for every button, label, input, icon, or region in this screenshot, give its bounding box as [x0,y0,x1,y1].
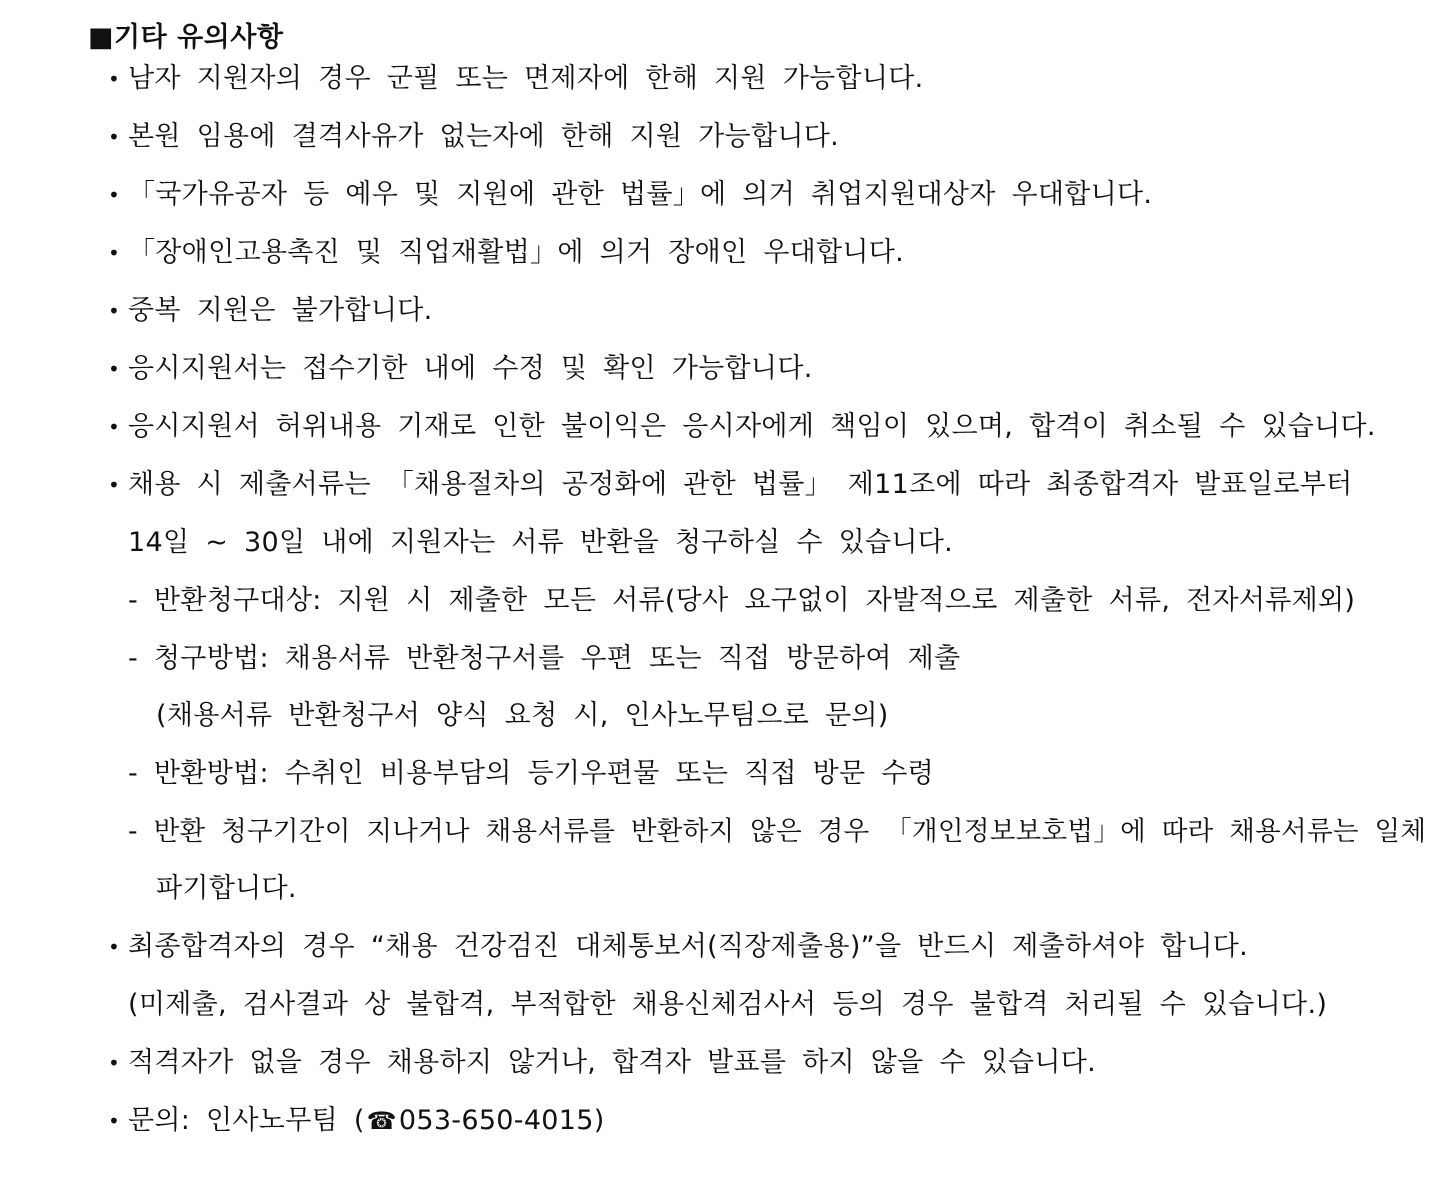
notice-item-documents: • 채용 시 제출서류는 「채용절차의 공정화에 관한 법률」 제11조에 따라 최종합격자 발표일로부터 [128,465,1353,505]
sub-item-request-method-note: (채용서류 반환청구서 양식 요청 시, 인사노무팀으로 문의) [156,700,889,731]
notice-item-application-edit: • 응시지원서는 접수기한 내에 수정 및 확인 가능합니다. [128,349,813,389]
notice-item-no-hire: • 적격자가 없을 경우 채용하지 않거나, 합격자 발표를 하지 않을 수 있습니다. [128,1043,1096,1083]
sub-item-disposal-cont: 파기합니다. [156,873,297,904]
sub-item-return-target: - 반환청구대상: 지원 시 제출한 모든 서류(당사 요구없이 자발적으로 제출한 서류, 전자서류제외) [128,585,1356,616]
contact-suffix: ) [593,1105,605,1136]
notice-item-duplicate: • 중복 지원은 불가합니다. [128,291,432,331]
section-heading: ■기타 유의사항 [88,22,284,53]
notice-item-health-check-note: (미제출, 검사결과 상 불합격, 부적합한 채용신체검사서 등의 경우 불합격 처리될 수 있습니다.) [128,989,1328,1020]
notice-item-documents-cont: 14일 ~ 30일 내에 지원자는 서류 반환을 청구하실 수 있습니다. [128,527,954,558]
contact-line [128,1101,605,1141]
notice-item-disabled: • 「장애인고용촉진 및 직업재활법」에 의거 장애인 우대합니다. [128,233,904,273]
telephone-icon: ☎ [366,1107,397,1135]
notice-item-false-info: • 응시지원서 허위내용 기재로 인한 불이익은 응시자에게 책임이 있으며, 합격이 취소될 수 있습니다. [128,407,1376,447]
notice-item-disqualification: • 본원 임용에 결격사유가 없는자에 한해 지원 가능합니다. [128,117,839,157]
sub-item-request-method: - 청구방법: 채용서류 반환청구서를 우편 또는 직접 방문하여 제출 [128,643,961,674]
notice-item-veterans: • 「국가유공자 등 예우 및 지원에 관한 법률」에 의거 취업지원대상자 우대합니다. [128,175,1152,215]
contact-label: 문의: 인사노무팀 ( [128,1105,365,1136]
sub-item-disposal: - 반환 청구기간이 지나거나 채용서류를 반환하지 않은 경우 「개인정보보호법」에 따라 채용서류는 일체 [128,816,1427,847]
contact-phone: 053-650-4015 [398,1105,594,1136]
notice-item-health-check: • 최종합격자의 경우 “채용 건강검진 대체통보서(직장제출용)”을 반드시 제출하셔야 합니다. [128,927,1248,967]
sub-item-return-method: - 반환방법: 수취인 비용부담의 등기우편물 또는 직접 방문 수령 [128,758,935,789]
notice-item-military: • 남자 지원자의 경우 군필 또는 면제자에 한해 지원 가능합니다. [128,59,924,99]
